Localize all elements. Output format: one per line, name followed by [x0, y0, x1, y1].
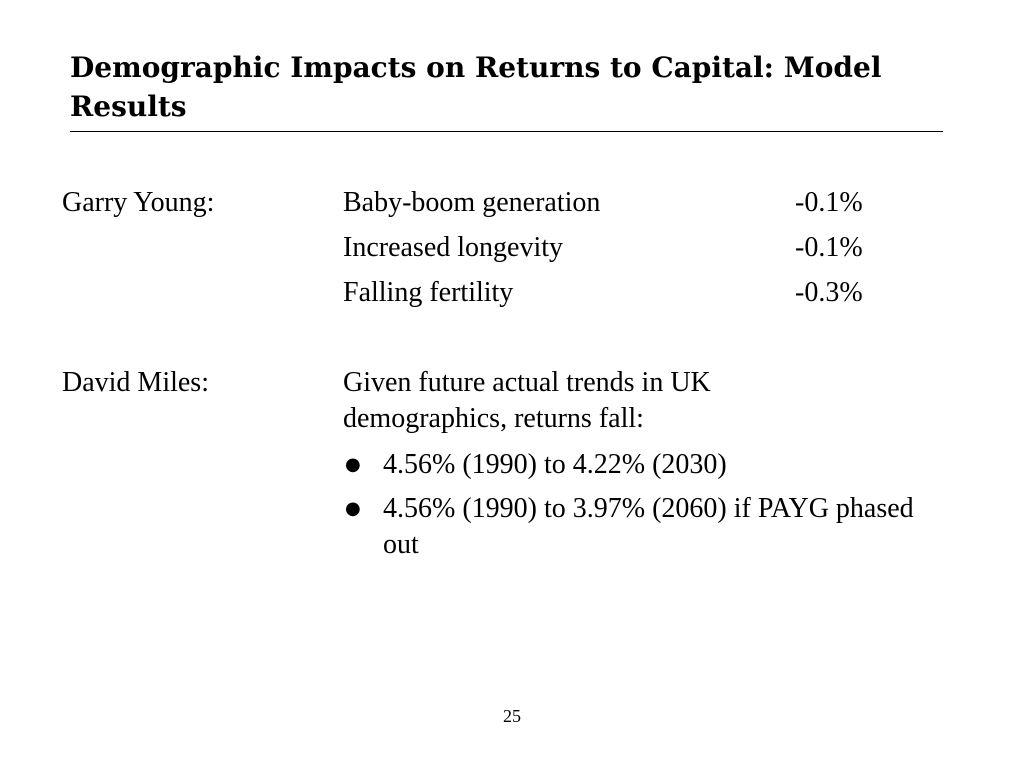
bullet-dot-icon: ●	[345, 498, 361, 519]
young-row-label: Increased longevity	[343, 232, 564, 263]
author-david-miles: David Miles:	[62, 367, 209, 398]
page-number: 25	[503, 706, 521, 726]
miles-bullet-item: 4.56% (1990) to 3.97% (2060) if PAYG phased out	[383, 493, 914, 560]
miles-bullet-item: 4.56% (1990) to 4.22% (2030)	[383, 449, 727, 480]
young-row-value: -0.3%	[795, 277, 863, 308]
young-row-label: Falling fertility	[343, 277, 514, 308]
title-divider	[70, 131, 943, 132]
young-row-value: -0.1%	[795, 232, 863, 263]
bullet-dot-icon: ●	[345, 454, 361, 475]
miles-intro: Given future actual trends in UK demographics, returns fall:	[343, 367, 711, 434]
author-garry-young: Garry Young:	[62, 187, 215, 218]
slide-title: Demographic Impacts on Returns to Capital: Model Results	[70, 51, 882, 123]
young-row-value: -0.1%	[795, 187, 863, 218]
young-row-label: Baby-boom generation	[343, 187, 601, 218]
